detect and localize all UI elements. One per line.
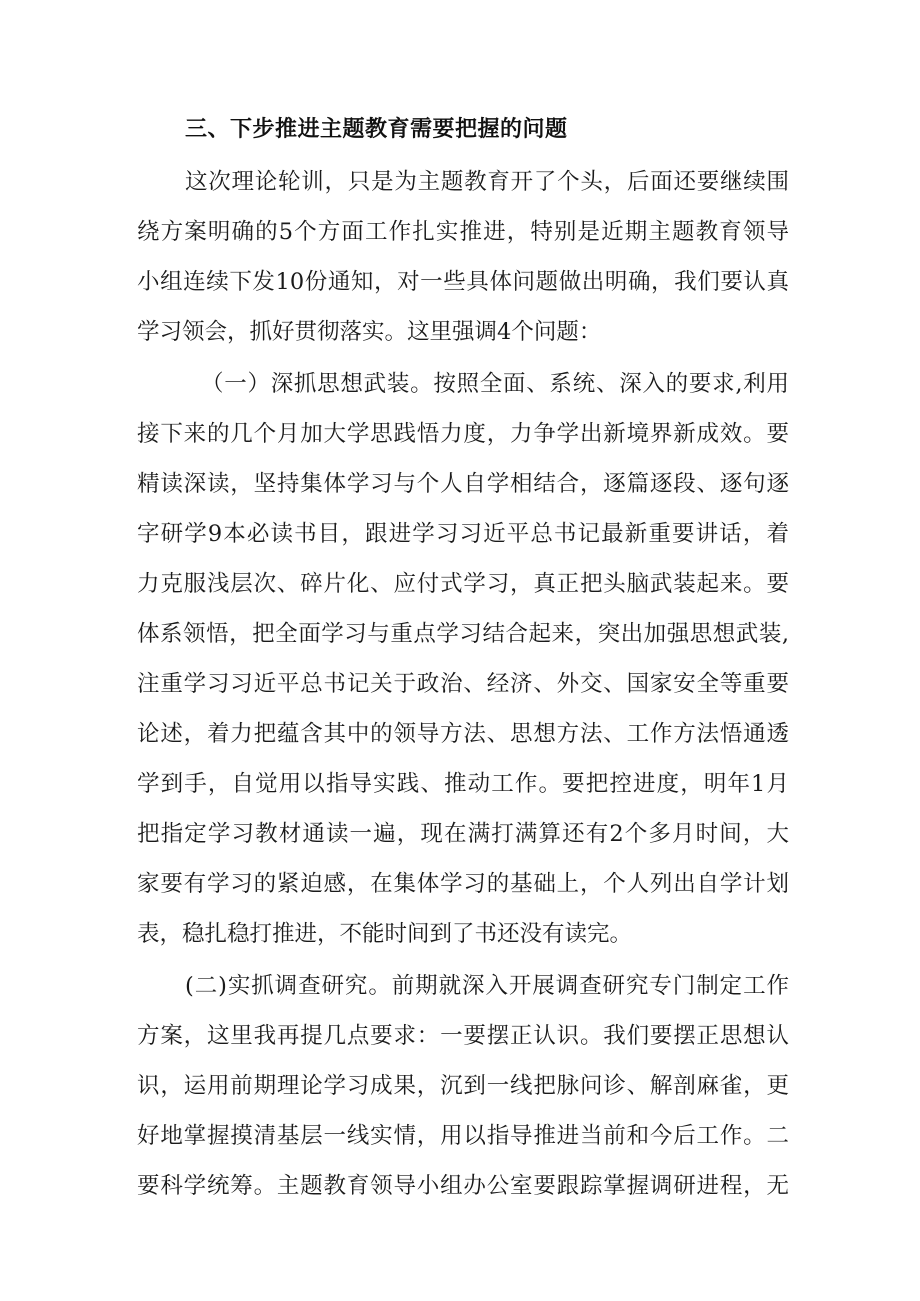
paragraph-line: 小组连续下发10份通知，对一些具体问题做出明确，我们要认真 [137, 269, 789, 295]
paragraph-line: 注重学习习近平总书记关于政治、经济、外交、国家安全等重要 [137, 671, 789, 697]
paragraph-line: 表，稳扎稳打推进，不能时间到了书还没有读完。 [137, 921, 633, 947]
paragraph-line: 这次理论轮训，只是为主题教育开了个头，后面还要继续围 [185, 169, 789, 195]
paragraph-line: 好地掌握摸清基层一线实情，用以指导推进当前和今后工作。二 [137, 1123, 789, 1149]
paragraph-line: 字研学9本必读书目，跟进学习习近平总书记最新重要讲话，着 [137, 521, 789, 547]
paragraph-line: 家要有学习的紧迫感，在集体学习的基础上，个人列出自学计划 [137, 871, 789, 897]
paragraph-line: 力克服浅层次、碎片化、应付式学习，真正把头脑武装起来。要 [137, 571, 789, 597]
paragraph-line: 学习领会，抓好贯彻落实。这里强调4个问题： [137, 319, 602, 345]
paragraph-line: 绕方案明确的5个方面工作扎实推进，特别是近期主题教育领导 [137, 219, 789, 245]
paragraph-line: 精读深读，坚持集体学习与个人自学相结合，逐篇逐段、逐句逐 [137, 471, 789, 497]
paragraph-line: 方案，这里我再提几点要求：一要摆正认识。我们要摆正思想认 [137, 1023, 789, 1049]
paragraph-line: (二)实抓调查研究。前期就深入开展调查研究专门制定工作 [185, 973, 789, 999]
paragraph-line: 论述，着力把蕴含其中的领导方法、思想方法、工作方法悟通透 [137, 721, 789, 747]
paragraph-line: 要科学统筹。主题教育领导小组办公室要跟踪掌握调研进程，无 [137, 1173, 789, 1199]
paragraph-line: 识，运用前期理论学习成果，沉到一线把脉问诊、解剖麻雀，更 [137, 1073, 789, 1099]
paragraph-line: 体系领悟，把全面学习与重点学习结合起来，突出加强思想武装, [137, 621, 789, 647]
paragraph-line: 接下来的几个月加大学思践悟力度，力争学出新境界新成效。要 [137, 421, 789, 447]
paragraph-line: 学到手，自觉用以指导实践、推动工作。要把控进度，明年1月 [137, 771, 789, 797]
paragraph-line: （一）深抓思想武装。按照全面、系统、深入的要求,利用 [201, 371, 789, 397]
paragraph-line: 把指定学习教材通读一遍，现在满打满算还有2个多月时间，大 [137, 821, 789, 847]
section-heading: 三、下步推进主题教育需要把握的问题 [185, 117, 568, 142]
